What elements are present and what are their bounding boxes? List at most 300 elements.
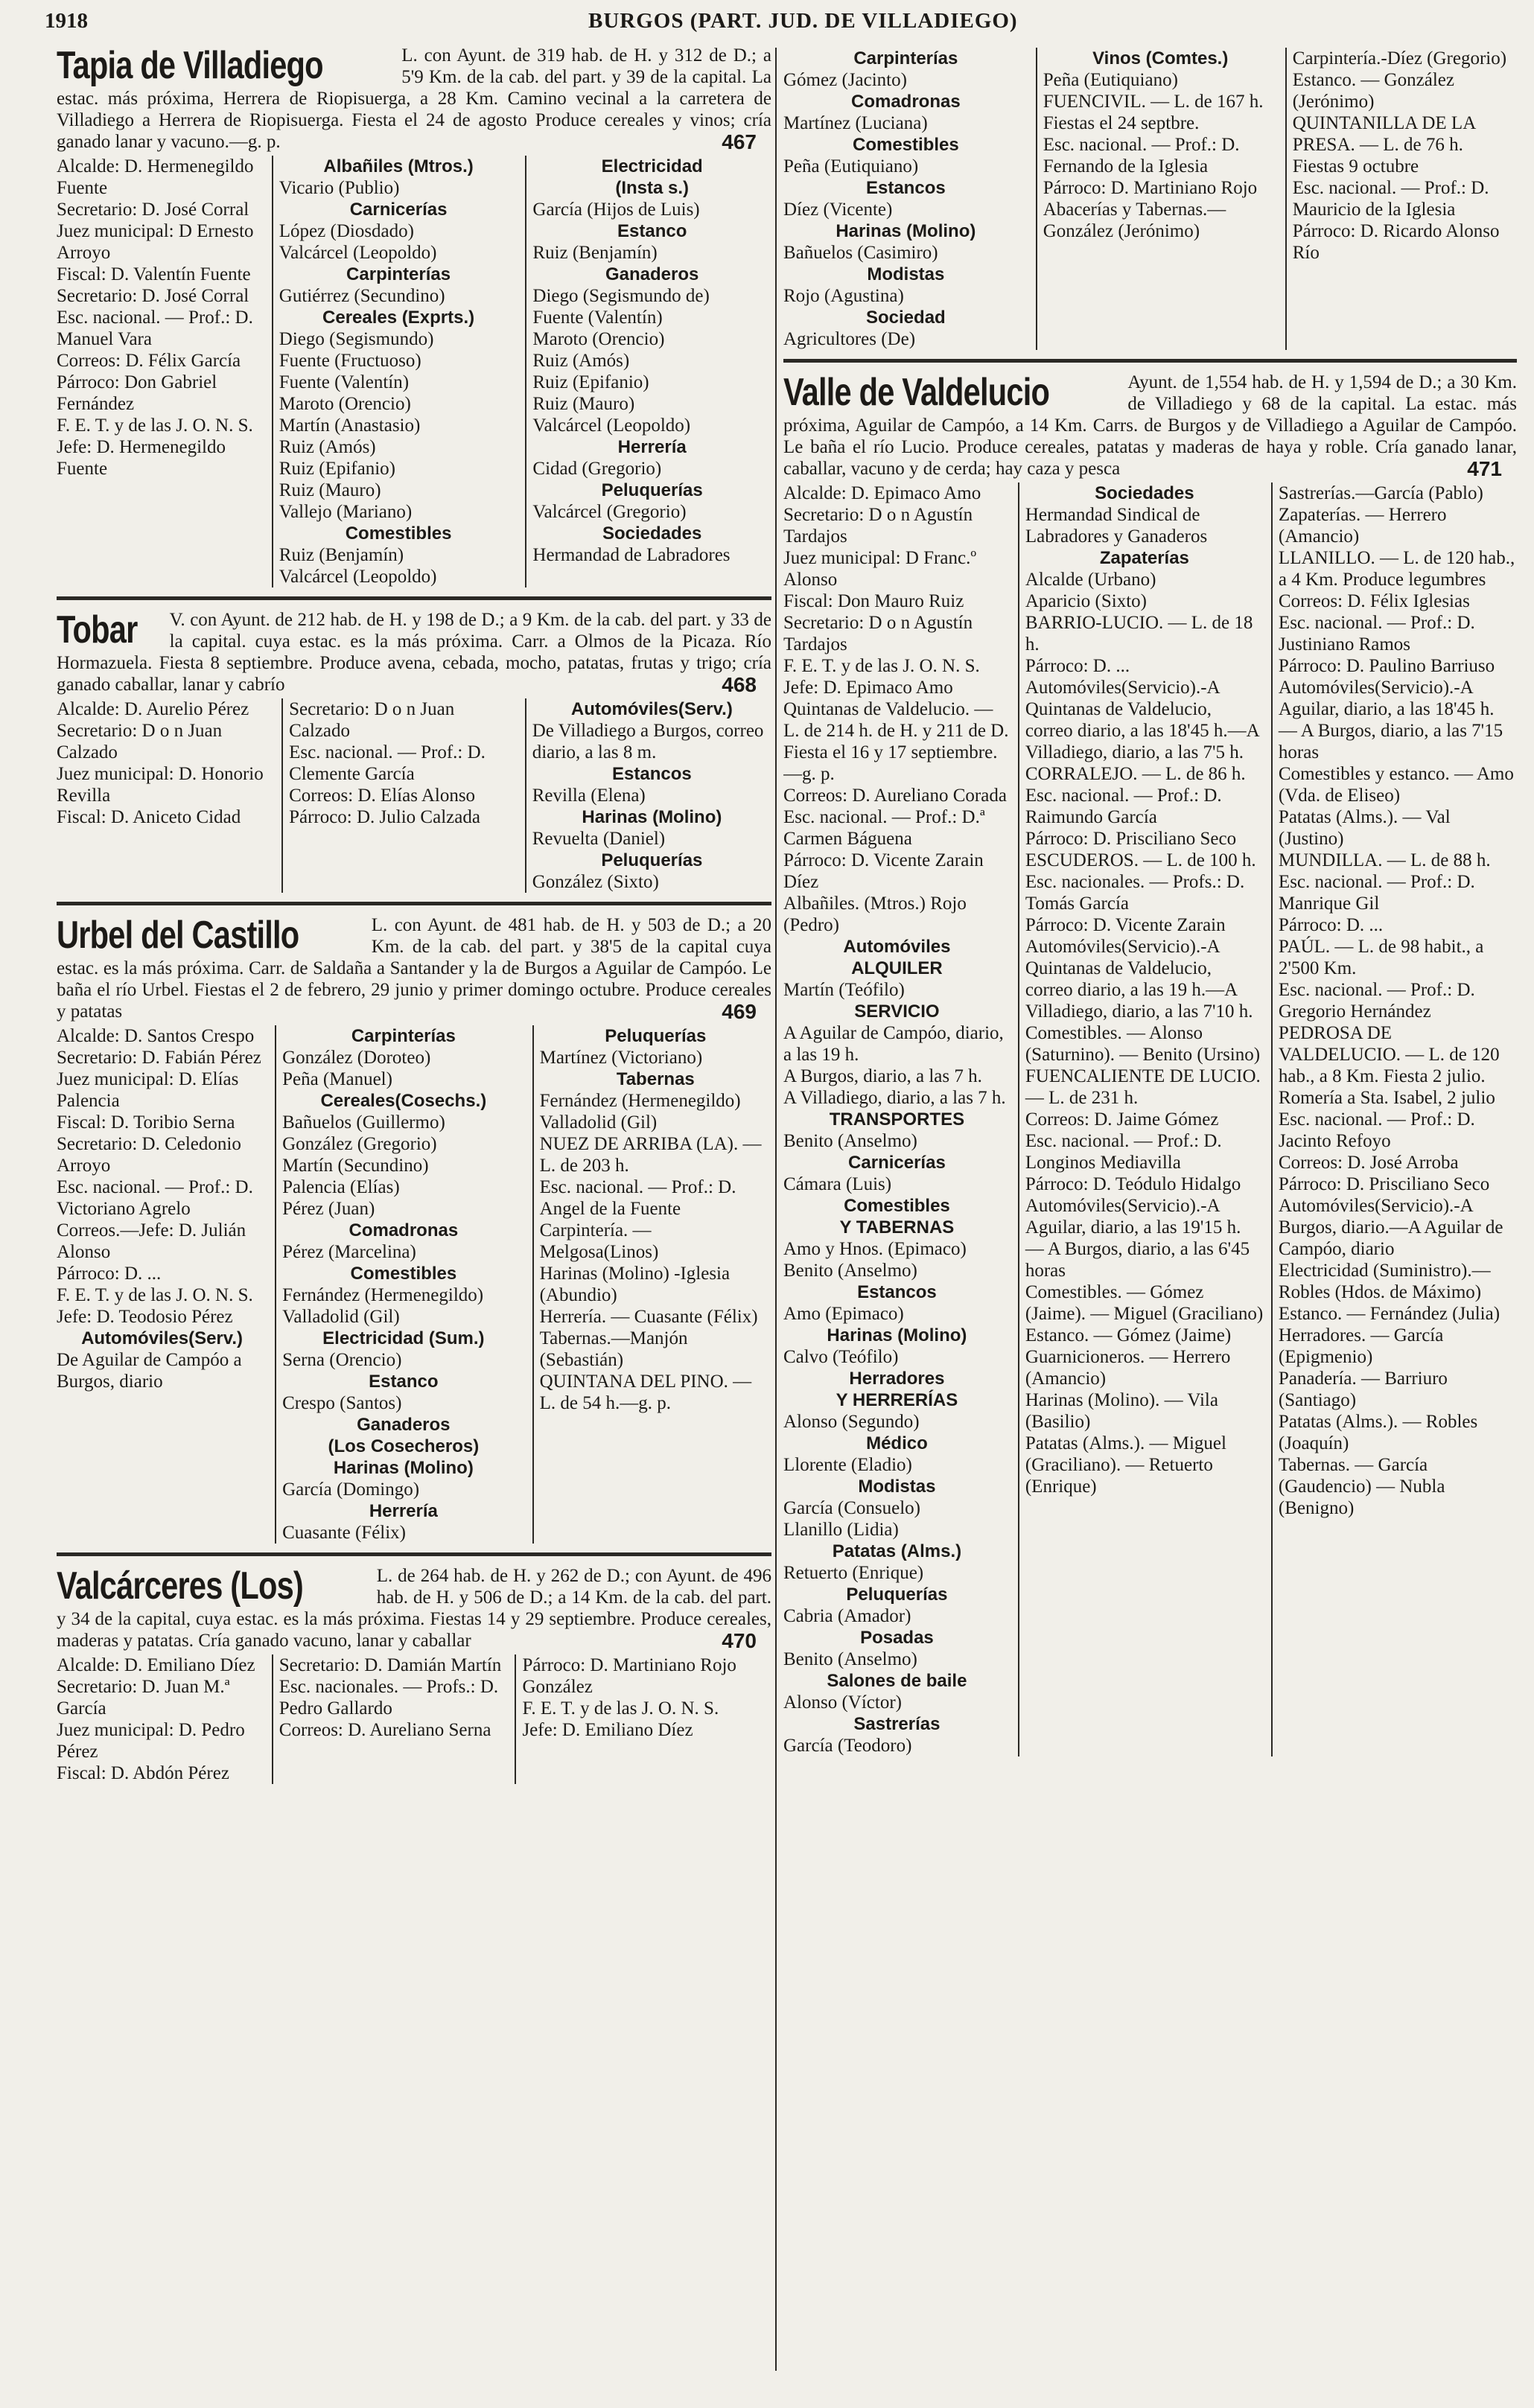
entry-line: Abacerías y Tabernas.— González (Jerónimo) (1043, 200, 1226, 241)
entry-line: Peña (Eutiquiano) (1043, 70, 1178, 90)
entry-line: Correos: D. Félix García (57, 351, 241, 371)
entry-line: Comestibles y estanco. — Amo (Vda. de Eliseo) (1278, 764, 1514, 806)
entry-line: Fiscal: Don Mauro Ruiz (783, 591, 964, 611)
entry-line: Párroco: D. ... (1025, 656, 1130, 676)
entry-columns (57, 1654, 771, 1784)
entry-line: Secretario: D o n Agustín Tardajos (783, 505, 973, 547)
entry-line: Estanco (369, 1372, 439, 1392)
column-divider (775, 48, 777, 2371)
entry-line: Amo (Epimaco) (783, 1304, 904, 1324)
entry-line: Fiscal: D. Abdón Pérez (57, 1763, 229, 1783)
entry-description: V. con Ayunt. de 212 hab. de H. y 198 de D.; a 9 Km. de la cab. del part. y 33 de la capital. cuya estac. es la más próxima. Carr. a Olmos de la Picaza. Río Hormazuela. Fiesta 8 septiembre. Produce avena, cebada, mocho, patatas, frutas y trigo; cría ganado caballar, lanar y cabrío (57, 610, 771, 695)
entry-line: Esc. nacional. — Prof.: D. Justiniano Ramos (1278, 613, 1475, 654)
entry-line: F. E. T. y de las J. O. N. S. (57, 1285, 253, 1305)
entry-line: Carpintería. — Melgosa(Linos) (539, 1220, 659, 1262)
entry-description: Ayunt. de 1,554 hab. de H. y 1,594 de D.; a 30 Km. de Villadiego y 68 de la capital. La estac. más próxima, Aguilar de Campóo, a 14 Km. Carrs. de Burgos y de Villadiego a Aguilar de Campóo. Le baña el río Lucio. Produce cereales, patatas y maderas de haya y roble. Cría ganado lanar, caballar, vacuno y de cerda; hay caza y pesca (783, 372, 1517, 479)
entry-line: Cámara (Luis) (783, 1174, 892, 1194)
entry-line: Albañiles (Mtros.) (323, 156, 474, 176)
entry-line: Guarnicioneros. — Herrero (Amancio) (1025, 1347, 1231, 1389)
entry-line: Juez municipal: D Franc.º Alonso (783, 548, 977, 590)
entry-line: Juez municipal: D. Honorio Revilla (57, 764, 264, 806)
entry-number: 467 (722, 130, 757, 153)
entry-line: Ruiz (Benjamín) (279, 545, 404, 565)
entry-line: Fiscal: D. Toribio Serna (57, 1112, 235, 1133)
entry-line: Estancos (857, 1282, 937, 1302)
entry-line: Llanillo (Lidia) (783, 1520, 899, 1540)
entry-line: Estanco. — Fernández (Julia) (1278, 1304, 1500, 1324)
entry-line: Párroco: D. Ricardo Alonso Río (1292, 221, 1500, 263)
entry-line: Martínez (Luciana) (783, 113, 928, 133)
entry-line: Párroco: D. ... (57, 1264, 162, 1284)
entry-line: Jefe: D. Hermenegildo Fuente (57, 437, 226, 479)
entry-line: Esc. nacional. — Prof.: D. Jacinto Refoyo (1278, 1109, 1475, 1151)
entry-line: Comestibles. — Gómez (Jaime). — Miguel (Graciliano) (1025, 1282, 1264, 1324)
c1 (783, 482, 1011, 1756)
entry-line: Herradores (849, 1369, 945, 1389)
entry-line: Valcárcel (Leopoldo) (279, 567, 437, 587)
entry-line: Párroco: D. Teódulo Hidalgo (1025, 1174, 1241, 1194)
entry-line: Patatas (Alms.). — Miguel (Graciliano). — Retuerto (Enrique) (1025, 1433, 1226, 1497)
entry-line: Harinas (Molino) (827, 1325, 967, 1345)
entry-line: González (Gregorio) (282, 1134, 437, 1154)
entry-line: Peña (Manuel) (282, 1069, 392, 1089)
entry-line: Modistas (858, 1477, 936, 1497)
entry-line: FUENCIVIL. — L. de 167 h. Fiestas el 24 septbre. (1043, 92, 1264, 133)
entry-line: Automóviles(Servicio).-A Aguilar, diario, a las 19'15 h. — A Burgos, diario, a las 6'45 horas (1025, 1196, 1250, 1281)
entry-line: Párroco: D. Vicente Zarain (1025, 915, 1226, 935)
entry-line: Harinas (Molino) -Iglesia (Abundio) (539, 1264, 731, 1305)
entry-line: Herrería (617, 437, 687, 457)
entry-intro (57, 1565, 771, 1651)
entry-line: Valladolid (Gil) (539, 1112, 658, 1133)
entry-line: Diego (Segismundo de) (532, 286, 710, 306)
entry-line: Revuelta (Daniel) (532, 829, 666, 849)
entry-line: López (Diosdado) (279, 221, 414, 241)
entry-line: Correos: D. Elías Alonso (289, 786, 476, 806)
entry-line: MUNDILLA. — L. de 88 h. (1278, 850, 1491, 870)
entry-line: Palencia (Elías) (282, 1177, 400, 1197)
entry-line: Agricultores (De) (783, 329, 916, 349)
entry-line: Alcalde (Urbano) (1025, 570, 1156, 590)
entry-title: Valle de Valdelucio (783, 371, 1050, 414)
entry-line: Fernández (Hermenegildo) (282, 1285, 484, 1305)
entry-line: Gutiérrez (Secundino) (279, 286, 445, 306)
entry-line: Albañiles. (Mtros.) Rojo (Pedro) (783, 894, 967, 935)
entry-line: Bañuelos (Guillermo) (282, 1112, 445, 1133)
entry-line: Fiscal: D. Aniceto Cidad (57, 807, 241, 827)
entry-line: F. E. T. y de las J. O. N. S. (783, 656, 980, 676)
c2 (1036, 48, 1278, 350)
entry-columns (57, 156, 771, 587)
entry-line: PAÚL. — L. de 98 habit., a 2'500 Km. (1278, 937, 1484, 978)
entry-line: Ruiz (Benjamín) (532, 243, 658, 263)
entry-title: Urbel del Castillo (57, 914, 299, 957)
entry-line: Calvo (Teófilo) (783, 1347, 899, 1367)
entry-line: Esc. nacionales. — Profs.: D. Tomás García (1025, 872, 1245, 914)
entry-line: Modistas (867, 264, 945, 284)
entry-line: Correos: D. Félix Iglesias (1278, 591, 1470, 611)
entry-line: Ganaderos (605, 264, 699, 284)
c2 (275, 1025, 525, 1544)
entry-line: Alonso (Víctor) (783, 1692, 902, 1713)
entry (783, 372, 1517, 1756)
entry-line: De Aguilar de Campóo a Burgos, diario (57, 1350, 242, 1392)
entry-line: Sociedad (866, 308, 946, 328)
entry-line: Fuente (Fructuoso) (279, 351, 421, 371)
entry-line: A Burgos, diario, a las 7 h. (783, 1066, 982, 1086)
entry-line: A Aguilar de Campóo, diario, a las 19 h. (783, 1023, 1004, 1065)
entry-line: Martín (Teófilo) (783, 980, 905, 1000)
entry-line: ESCUDEROS. — L. de 100 h. (1025, 850, 1256, 870)
entry-line: Martínez (Victoriano) (539, 1048, 703, 1068)
entry-line: Peluquerías (605, 1026, 707, 1046)
entry-description: L. con Ayunt. de 481 hab. de H. y 503 de D.; a 20 Km. de la cab. del part. y 38'5 de la capital cuya estac. es la más próxima. Carr. de Saldaña a Santander y la de Burgos a Aguilar de Campóo. Le baña el río Urbel. Fiestas el 2 de febrero, 29 junio y primer domingo octubre. Produce cereales y patatas (57, 915, 771, 1022)
entry-line: Sociedades (1095, 483, 1194, 503)
entry-line: Cidad (Gregorio) (532, 459, 662, 479)
c3 (515, 1654, 771, 1784)
entry-line: Harinas (Molino) (836, 221, 976, 241)
entry-line: Alcalde: D. Santos Crespo (57, 1026, 255, 1046)
entry-line: Juez municipal: D. Pedro Pérez (57, 1720, 245, 1762)
entry-line: González (Doroteo) (282, 1048, 431, 1068)
entry-line: QUINTANA DEL PINO. — L. de 54 h.—g. p. (539, 1372, 752, 1413)
entry-line: Esc. nacional. — Prof.: D. Mauricio de la Iglesia (1292, 178, 1489, 220)
c1 (57, 1654, 264, 1784)
entry-line: Amo y Hnos. (Epimaco) (783, 1239, 967, 1259)
entry-line: Peluquerías (601, 480, 703, 500)
entry-line: Comadronas (349, 1220, 459, 1240)
entry-intro (57, 914, 771, 1022)
entry-line: Párroco: D. ... (1278, 915, 1384, 935)
entry-line: LLANILLO. — L. de 120 hab., a 4 Km. Produce legumbres (1278, 548, 1515, 590)
entry-line: Zapaterías. — Herrero (Amancio) (1278, 505, 1447, 547)
entry-line: Hermandad de Labradores (532, 545, 731, 565)
entry-line: Cuasante (Félix) (282, 1523, 407, 1543)
c2 (1018, 482, 1264, 1756)
entry-line: Herrería (369, 1501, 438, 1521)
entry-line: Esc. nacional. — Prof.: D. Victoriano Agrelo (57, 1177, 253, 1219)
entry-line: Cereales (Exprts.) (322, 308, 475, 328)
entry-line: Patatas (Alms.). — Robles (Joaquín) (1278, 1412, 1478, 1453)
entry-line: Crespo (Santos) (282, 1393, 402, 1413)
entry-number: 470 (722, 1629, 757, 1652)
entry-line: Aparicio (Sixto) (1025, 591, 1148, 611)
entry-line: Alcalde: D. Epimaco Amo (783, 483, 981, 503)
entry (783, 48, 1517, 350)
entry-line: Comestibles (345, 523, 452, 544)
entry-line: Correos: D. José Arroba (1278, 1153, 1459, 1173)
entry-line: Secretario: D o n Agustín Tardajos (783, 613, 973, 654)
entry-line: Bañuelos (Casimiro) (783, 243, 938, 263)
entry-line: Peluquerías (846, 1584, 948, 1605)
entry-line: Secretario: D. Celedonio Arroyo (57, 1134, 241, 1176)
entry-line: Párroco: D. Prisciliano Seco (1278, 1174, 1490, 1194)
entry-line: Párroco: D. Vicente Zarain Díez (783, 850, 984, 892)
entry-line: Jefe: D. Epimaco Amo (783, 678, 953, 698)
entry-line: Automóviles(Serv.) (570, 699, 733, 719)
entry-line: Estancos (612, 764, 692, 784)
entry-line: Secretario: D. Damián Martín (279, 1655, 502, 1675)
entry (57, 914, 771, 1544)
entry (57, 609, 771, 893)
entry-line: Patatas (Alms.). — Val (Justino) (1278, 807, 1451, 849)
entry-line: Harinas (Molino) (333, 1458, 474, 1478)
entry-line: Estanco. — Gómez (Jaime) (1025, 1325, 1232, 1345)
entry-line: CORRALEJO. — L. de 86 h. (1025, 764, 1246, 784)
entry-line: Carpintería.-Díez (Gregorio) (1292, 48, 1507, 69)
entry-line: Secretario: D o n Juan Calzado (289, 699, 455, 741)
entry-line: Carnicerías (848, 1153, 946, 1173)
entry-line: Correos: D. Jaime Gómez (1025, 1109, 1219, 1130)
entry-line: Ganaderos (357, 1415, 451, 1435)
entry-line: Valcárcel (Leopoldo) (279, 243, 437, 263)
entry-line: Carpinterías (351, 1026, 456, 1046)
entry-line: Benito (Anselmo) (783, 1131, 917, 1151)
entry-line: Harinas (Molino) (582, 807, 722, 827)
entry-line: Juez municipal: D. Elías Palencia (57, 1069, 239, 1111)
entry-line: Ruiz (Mauro) (279, 480, 381, 500)
entry-line: Párroco: D. Paulino Barriuso (1278, 656, 1495, 676)
entry-number: 469 (722, 1000, 757, 1023)
entry-columns (783, 48, 1517, 350)
entry-line: Carnicerías (349, 200, 448, 220)
entry-line: Serna (Orencio) (282, 1350, 402, 1370)
entry-line: Y HERRERÍAS (836, 1390, 958, 1410)
entry-intro (783, 372, 1517, 480)
entry-intro (57, 609, 771, 695)
c1 (57, 698, 274, 893)
entry-line: Panadería. — Barriuro (Santiago) (1278, 1369, 1448, 1410)
entry-line: Ruiz (Amós) (532, 351, 630, 371)
section-rule (783, 359, 1517, 363)
c3 (1285, 48, 1517, 350)
entry-line: Sociedades (602, 523, 702, 544)
entry-line: García (Domingo) (282, 1479, 420, 1500)
entry-line: Carpinterías (853, 48, 958, 69)
entry-line: Esc. nacionales. — Profs.: D. Pedro Gallardo (279, 1677, 499, 1719)
entry-line: F. E. T. y de las J. O. N. S. (522, 1698, 719, 1719)
entry-line: Díez (Vicente) (783, 200, 893, 220)
entry-line: Médico (866, 1433, 928, 1453)
section-rule (57, 902, 771, 905)
entry-line: F. E. T. y de las J. O. N. S. (57, 415, 253, 436)
entry-line: Electricidad (601, 156, 703, 176)
entry-line: BARRIO-LUCIO. — L. de 18 h. (1025, 613, 1253, 654)
entry-description: L. de 264 hab. de H. y 262 de D.; con Ayunt. de 496 hab. de H. y 506 de D.; a 14 Km. de la cab. del part. y 34 de la capital, cuya estac. es la más próxima. Fiestas 14 y 29 septiembre. Produce cereales, maderas y patatas. Cría ganado vacuno, lanar y caballar (57, 1566, 771, 1651)
entry-line: Estancos (865, 178, 946, 198)
entry-line: Alcalde: D. Aurelio Pérez (57, 699, 249, 719)
entry (57, 45, 771, 587)
entry-line: Automóviles(Serv.) (81, 1328, 243, 1348)
section-rule (57, 596, 771, 600)
entry-line: Revilla (Elena) (532, 786, 646, 806)
entry-line: García (Consuelo) (783, 1498, 920, 1518)
c2 (272, 156, 518, 587)
entry-number: 468 (722, 673, 757, 696)
entry-line: Comestibles (852, 135, 959, 155)
entry-line: (Los Cosecheros) (328, 1436, 480, 1456)
entry-line: Martín (Anastasio) (279, 415, 421, 436)
entry-line: Electricidad (Suministro).—Robles (Hdos. de Máximo) (1278, 1261, 1491, 1302)
entry-intro (57, 45, 771, 153)
entry-line: Benito (Anselmo) (783, 1261, 917, 1281)
entry-line: Automóviles(Servicio).-A Quintanas de Valdelucio, correo diario, a las 19 h.—A Villadiego, diario, a las 7'10 h. (1025, 937, 1253, 1022)
entry-line: Pérez (Marcelina) (282, 1242, 416, 1262)
entry-columns (783, 482, 1517, 1756)
entry-line: Ruiz (Epifanio) (532, 372, 649, 392)
entry-line: Herradores. — García (Epigmenio) (1278, 1325, 1444, 1367)
entry-line: Estanco (617, 221, 687, 241)
entry-line: Carpinterías (346, 264, 451, 284)
entry-line: Vinos (Comtes.) (1092, 48, 1229, 69)
entry-line: González (Sixto) (532, 872, 659, 892)
entry-line: Párroco: D. Julio Calzada (289, 807, 480, 827)
running-head: BURGOS (PART. JUD. DE VILLADIEGO) (588, 9, 1018, 33)
entry-line: Comadronas (851, 92, 961, 112)
entry-line: Secretario: D. Fabián Pérez (57, 1048, 261, 1068)
entry-line: Sastrerías.—García (Pablo) (1278, 483, 1483, 503)
c2 (281, 698, 518, 893)
entry-line: Párroco: D. Martiniano Rojo González (522, 1655, 736, 1697)
entry-line: Automóviles(Servicio).-A Aguilar, diario, a las 18'45 h. — A Burgos, diario, a las 7'15 horas (1278, 678, 1503, 762)
entry-line: Tabernas. — García (Gaudencio) — Nubla (Benigno) (1278, 1455, 1445, 1518)
entry-title: Valcárceres (Los) (57, 1564, 303, 1608)
entry-line: SERVICIO (854, 1001, 940, 1022)
entry-line: Esc. nacional. — Prof.: D. Longinos Mediavilla (1025, 1131, 1222, 1173)
entry-line: García (Teodoro) (783, 1736, 912, 1756)
entry-line: FUENCALIENTE DE LUCIO. — L. de 231 h. (1025, 1066, 1261, 1108)
entry-line: Herrería. — Cuasante (Félix) (539, 1307, 758, 1327)
entry-line: Tabernas.—Manjón (Sebastián) (539, 1328, 688, 1370)
entry-line: NUEZ DE ARRIBA (LA). — L. de 203 h. (539, 1134, 762, 1176)
entry-line: Alcalde: D. Hermenegildo Fuente (57, 156, 254, 198)
entry-line: Automóviles(Servicio).-A Quintanas de Valdelucio, correo diario, a las 18'45 h.—A Villadiego, diario, a las 7'5 h. (1025, 678, 1259, 762)
entry-line: Fuente (Valentín) (279, 372, 410, 392)
entry-line: Esc. nacional. — Prof.: D. Manuel Vara (57, 308, 253, 349)
entry-line: Fernández (Hermenegildo) (539, 1091, 741, 1111)
entry-line: Pérez (Juan) (282, 1199, 375, 1219)
entry-line: Secretario: D. José Corral (57, 200, 249, 220)
entry-line: Comestibles (350, 1264, 457, 1284)
entry-line: Esc. nacional. — Prof.: D. Fernando de la Iglesia (1043, 135, 1240, 176)
entry-line: Posadas (860, 1628, 934, 1648)
entry-title: Tobar (57, 608, 138, 652)
entry-line: Martín (Secundino) (282, 1156, 429, 1176)
entry-line: Correos: D. Aureliano Serna (279, 1720, 491, 1740)
c3 (525, 698, 771, 893)
entry-line: Rojo (Agustina) (783, 286, 904, 306)
entry-line: Cereales(Cosechs.) (320, 1091, 487, 1111)
entry-line: Vicario (Publio) (279, 178, 400, 198)
entry-line: Peluquerías (601, 850, 703, 870)
c1 (57, 1025, 267, 1544)
entry-line: Jefe: D. Teodosio Pérez (57, 1307, 233, 1327)
entry-number: 471 (1467, 457, 1502, 480)
entry-line: Retuerto (Enrique) (783, 1563, 924, 1583)
entry-line: Vallejo (Mariano) (279, 502, 413, 522)
entry-line: (Insta s.) (615, 178, 690, 198)
entry-line: Alonso (Segundo) (783, 1412, 920, 1432)
entry-line: Esc. nacional. — Prof.: D. Raimundo García (1025, 786, 1222, 827)
entry-line: Y TABERNAS (839, 1217, 955, 1238)
entry-line: Salones de baile (827, 1671, 967, 1691)
entry-line: Valcárcel (Gregorio) (532, 502, 687, 522)
entry-line: García (Hijos de Luis) (532, 200, 700, 220)
entry-line: Ruiz (Mauro) (532, 394, 635, 414)
entry-line: Cabria (Amador) (783, 1606, 911, 1626)
entry-line: Secretario: D. José Corral (57, 286, 249, 306)
entry-line: Jefe: D. Emiliano Díez (522, 1720, 693, 1740)
entry-line: Valladolid (Gil) (282, 1307, 400, 1327)
entry-line: Hermandad Sindical de Labradores y Ganaderos (1025, 505, 1208, 547)
entry-line: Ruiz (Amós) (279, 437, 376, 457)
left-column (57, 45, 771, 2378)
entry-line: A Villadiego, diario, a las 7 h. (783, 1088, 1006, 1108)
entry-line: Párroco: D. Martiniano Rojo (1043, 178, 1258, 198)
entry-line: Valcárcel (Leopoldo) (532, 415, 691, 436)
entry-line: Maroto (Orencio) (532, 329, 665, 349)
right-column (783, 45, 1517, 2378)
entry-line: Sastrerías (853, 1714, 941, 1734)
entry-line: Esc. nacional. — Prof.: D. Manrique Gil (1278, 872, 1475, 914)
entry-line: Automóviles (843, 937, 951, 957)
entry-line: Quintanas de Valdelucio. — L. de 214 h. de H. y 211 de D. Fiesta el 16 y 17 septiembre.—g. p. (783, 699, 1009, 784)
entry-line: Estanco. — González (Jerónimo) (1292, 70, 1454, 112)
entry-line: Fuente (Valentín) (532, 308, 663, 328)
entry-line: Zapaterías (1099, 548, 1189, 568)
entry-line: Comestibles. — Alonso (Saturnino). — Benito (Ursino) (1025, 1023, 1261, 1065)
entry-line: Benito (Anselmo) (783, 1649, 917, 1669)
entry-line: Comestibles (844, 1196, 950, 1216)
entry-line: De Villadiego a Burgos, correo diario, a las 8 m. (532, 721, 764, 762)
entry-line: Esc. nacional. — Prof.: D. Gregorio Hernández (1278, 980, 1475, 1022)
entry-line: Patatas (Alms.) (832, 1541, 962, 1561)
entry-line: Automóviles(Servicio).-A Burgos, diario.—A Aguilar de Campóo, diario (1278, 1196, 1503, 1259)
entry-description: L. con Ayunt. de 319 hab. de H. y 312 de D.; a 5'9 Km. de la cab. del part. y 39 de la capital. La estac. más próxima, Herrera de Riopisuerga, a 28 Km. Camino vecinal a la carretera de Villadiego a Herrera de Riopisuerga. Fiesta el 24 de agosto Produce cereales y vinos; cría ganado lanar y vacuno.—g. p. (57, 45, 771, 152)
entry-line: Harinas (Molino). — Vila (Basilio) (1025, 1390, 1218, 1432)
entry-line: Gómez (Jacinto) (783, 70, 907, 90)
entry-line: Párroco: Don Gabriel Fernández (57, 372, 217, 414)
entry-line: Esc. nacional. — Prof.: D. Angel de la Fuente (539, 1177, 736, 1219)
c3 (1271, 482, 1517, 1756)
c1 (57, 156, 264, 587)
entry-line: Peña (Eutiquiano) (783, 156, 919, 176)
entry (57, 1565, 771, 1784)
c3 (525, 156, 771, 587)
entry-line: Párroco: D. Prisciliano Seco (1025, 829, 1237, 849)
entry-line: Maroto (Orencio) (279, 394, 411, 414)
entry-line: Electricidad (Sum.) (322, 1328, 485, 1348)
entry-line: Alcalde: D. Emiliano Díez (57, 1655, 255, 1675)
c2 (272, 1654, 508, 1784)
page-number: 1918 (45, 9, 88, 33)
entry-line: PEDROSA DE VALDELUCIO. — L. de 120 hab., a 8 Km. Fiesta 2 julio. Romería a Sta. Isabel, 2 julio (1278, 1023, 1500, 1108)
page-header (45, 10, 1489, 40)
entry-line: Juez municipal: D Ernesto Arroyo (57, 221, 254, 263)
entry-line: Secretario: D. Juan M.ª García (57, 1677, 230, 1719)
entry-title: Tapia de Villadiego (57, 45, 323, 87)
entry-line: Fiscal: D. Valentín Fuente (57, 264, 251, 284)
entry-line: Esc. nacional. — Prof.: D.ª Carmen Báguena (783, 807, 985, 849)
entry-line: Correos.—Jefe: D. Julián Alonso (57, 1220, 246, 1262)
c1 (783, 48, 1028, 350)
entry-line: ALQUILER (851, 958, 943, 978)
c3 (532, 1025, 771, 1544)
entry-line: Secretario: D o n Juan Calzado (57, 721, 223, 762)
entry-line: Llorente (Eladio) (783, 1455, 912, 1475)
entry-line: QUINTANILLA DE LA PRESA. — L. de 76 h. Fiestas 9 octubre (1292, 113, 1475, 176)
section-rule (57, 1552, 771, 1556)
